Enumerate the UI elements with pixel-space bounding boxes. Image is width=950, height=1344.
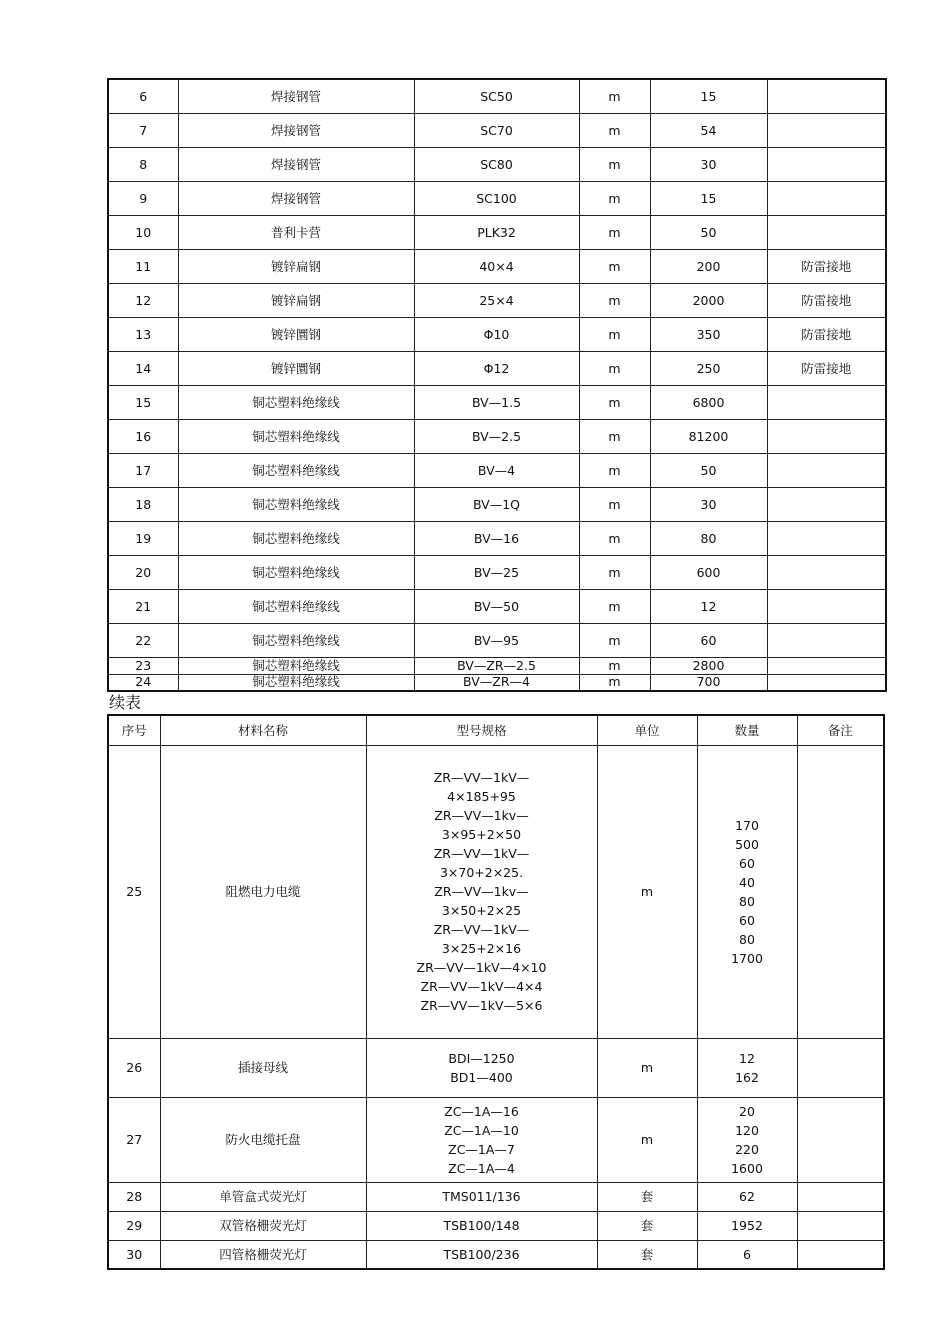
cell-name: 铜芯塑料绝缘线 [178,623,414,657]
cell-unit: m [579,623,650,657]
cell-spec [366,1182,597,1211]
table-row [108,147,886,181]
cell-name: 焊接钢管 [178,113,414,147]
qty-line: 1700 [731,950,763,966]
table-row [108,521,886,555]
cell-no: 9 [108,181,178,215]
cell-spec: Φ10 [414,317,579,351]
cell-note [797,1182,884,1211]
cell-unit: m [579,113,650,147]
materials-table-part2 [107,714,885,1270]
cell-name: 四管格栅荧光灯 [160,1240,366,1269]
spec-line: ZR—VV—1kV— [433,846,530,861]
spec-line: ZR—VV—1kv— [434,808,529,823]
spec-line: ZR—VV—1kV— [433,922,530,937]
cell-no: 23 [108,657,178,674]
qty-line: 1952 [731,1218,763,1233]
spec-line: BDI—1250 [448,1050,515,1066]
cell-unit: m [597,745,697,1038]
table-row [108,589,886,623]
materials-table-part2-body [108,745,884,1269]
cell-unit: m [579,351,650,385]
table-row [108,317,886,351]
spec-line: 3×95+2×50 [441,827,522,842]
cell-note [767,419,886,453]
cell-no: 6 [108,79,178,113]
cell-name: 镀锌扁钢 [178,249,414,283]
cell-no: 10 [108,215,178,249]
cell-spec: BV—2.5 [414,419,579,453]
cell-qty: 50 [650,215,767,249]
cell-no: 8 [108,147,178,181]
cell-qty: 2000 [650,283,767,317]
cell-unit: m [579,674,650,691]
cell-spec: BV—1.5 [414,385,579,419]
spec-line: ZC—1A—10 [444,1122,519,1138]
table-row [108,453,886,487]
cell-unit: m [579,215,650,249]
cell-no: 26 [108,1038,160,1097]
cell-no: 30 [108,1240,160,1269]
cell-name: 镀锌圜钢 [178,351,414,385]
table-row [108,215,886,249]
cell-spec: Φ12 [414,351,579,385]
cell-no: 14 [108,351,178,385]
cell-qty: 50 [650,453,767,487]
cell-spec: SC70 [414,113,579,147]
cell-note [767,215,886,249]
spec-line: ZR—VV—1kV—5×6 [420,998,543,1013]
spec-line: 3×50+2×25 [441,903,522,918]
table-row [108,1211,884,1240]
cell-qty [697,1240,797,1269]
cell-qty: 30 [650,487,767,521]
spec-line: ZR—VV—1kV— [433,770,530,785]
cell-no: 11 [108,249,178,283]
qty-line: 120 [735,1122,759,1138]
cell-spec: SC100 [414,181,579,215]
cell-qty: 250 [650,351,767,385]
table-row [108,657,886,674]
qty-line: 170 [735,817,759,833]
cell-spec [366,1240,597,1269]
cell-qty: 60 [650,623,767,657]
spec-line: TMS011/136 [442,1189,521,1204]
cell-note [797,1211,884,1240]
cell-note [767,385,886,419]
table-row [108,181,886,215]
spec-line: ZC—1A—4 [448,1160,515,1176]
cell-qty: 6800 [650,385,767,419]
cell-unit: m [579,555,650,589]
cell-qty: 200 [650,249,767,283]
table-row [108,385,886,419]
cell-no: 19 [108,521,178,555]
cell-no: 13 [108,317,178,351]
cell-name: 铜芯塑料绝缘线 [178,521,414,555]
cell-note: 防雷接地 [767,249,886,283]
table-row [108,623,886,657]
table-header-row [108,715,884,745]
cell-qty: 30 [650,147,767,181]
qty-line: 80 [739,893,755,909]
cell-qty: 15 [650,79,767,113]
cell-unit: m [597,1038,697,1097]
table-row [108,1038,884,1097]
header-no: 序号 [108,715,160,745]
cell-no: 25 [108,745,160,1038]
cell-spec: SC50 [414,79,579,113]
cell-no: 28 [108,1182,160,1211]
cell-spec [366,1038,597,1097]
cell-no: 16 [108,419,178,453]
cell-unit: m [597,1097,697,1182]
spec-line: ZR—VV—1kV—4×10 [416,960,547,975]
qty-line: 220 [735,1141,759,1157]
table-row [108,249,886,283]
cell-unit: m [579,181,650,215]
spec-line: 3×25+2×16 [441,941,522,956]
cell-note [767,453,886,487]
cell-unit: m [579,453,650,487]
cell-name: 普利卡营 [178,215,414,249]
spec-line: BD1—400 [450,1069,513,1085]
table-row [108,283,886,317]
header-qty: 数量 [697,715,797,745]
table-row [108,419,886,453]
cell-name: 阻燃电力电缆 [160,745,366,1038]
cell-name: 插接母线 [160,1038,366,1097]
cell-no: 17 [108,453,178,487]
cell-spec: BV—4 [414,453,579,487]
cell-spec: BV—16 [414,521,579,555]
cell-qty: 80 [650,521,767,555]
cell-no: 24 [108,674,178,691]
cell-qty [697,1182,797,1211]
cell-note [797,745,884,1038]
cell-unit: m [579,589,650,623]
header-note: 备注 [797,715,884,745]
qty-line: 162 [735,1069,759,1085]
table-row [108,1097,884,1182]
cell-note [767,79,886,113]
cell-note [767,147,886,181]
spec-line: ZR—VV—1kV—4×4 [420,979,543,994]
cell-qty: 12 [650,589,767,623]
cell-name: 铜芯塑料绝缘线 [178,657,414,674]
table-row [108,113,886,147]
cell-qty: 54 [650,113,767,147]
spec-line: 3×70+2×25. [439,865,524,880]
qty-line: 60 [739,855,755,871]
cell-qty [697,1038,797,1097]
cell-spec: 25×4 [414,283,579,317]
cell-note: 防雷接地 [767,351,886,385]
cell-no: 22 [108,623,178,657]
header-unit: 单位 [597,715,697,745]
header-spec: 型号规格 [366,715,597,745]
cell-unit: m [579,657,650,674]
cell-qty: 350 [650,317,767,351]
cell-name: 铜芯塑料绝缘线 [178,555,414,589]
cell-spec: BV—50 [414,589,579,623]
cell-name: 铜芯塑料绝缘线 [178,419,414,453]
cell-qty: 600 [650,555,767,589]
spec-line: ZC—1A—7 [448,1141,515,1157]
cell-no: 21 [108,589,178,623]
cell-spec [366,1097,597,1182]
cell-no: 27 [108,1097,160,1182]
cell-note [797,1038,884,1097]
table-row [108,555,886,589]
cell-spec: BV—ZR—4 [414,674,579,691]
qty-line: 60 [739,912,755,928]
materials-table-part1-body [108,79,886,691]
cell-unit: 套 [597,1211,697,1240]
qty-line: 12 [739,1050,755,1066]
cell-no: 18 [108,487,178,521]
cell-note [767,623,886,657]
qty-line: 40 [739,874,755,890]
cell-note [797,1097,884,1182]
spec-line: TSB100/236 [443,1246,520,1262]
header-name: 材料名称 [160,715,366,745]
cell-spec [366,745,597,1038]
cell-unit: m [579,521,650,555]
cell-spec: BV—ZR—2.5 [414,657,579,674]
qty-line: 62 [739,1189,755,1204]
cell-name: 镀锌扁钢 [178,283,414,317]
table-row [108,1240,884,1269]
cell-spec: PLK32 [414,215,579,249]
cell-name: 铜芯塑料绝缘线 [178,589,414,623]
cell-note [797,1240,884,1269]
table-row [108,674,886,691]
cell-qty [697,1097,797,1182]
cell-qty: 700 [650,674,767,691]
cell-name: 焊接钢管 [178,147,414,181]
table-row [108,79,886,113]
spec-line: ZC—1A—16 [444,1103,519,1119]
cell-name: 铜芯塑料绝缘线 [178,453,414,487]
cell-note [767,555,886,589]
cell-note: 防雷接地 [767,283,886,317]
cell-qty: 2800 [650,657,767,674]
cell-spec: 40×4 [414,249,579,283]
qty-line: 500 [735,836,759,852]
cell-note [767,113,886,147]
cell-unit: 套 [597,1240,697,1269]
cell-note: 防雷接地 [767,317,886,351]
cell-note [767,657,886,674]
cell-no: 20 [108,555,178,589]
cell-spec: BV—1Q [414,487,579,521]
cell-unit: m [579,487,650,521]
cell-name: 焊接钢管 [178,181,414,215]
continuation-label: 续表 [109,693,142,712]
qty-line: 20 [739,1103,755,1119]
qty-line: 1600 [731,1160,763,1176]
cell-spec: SC80 [414,147,579,181]
cell-spec: BV—25 [414,555,579,589]
cell-unit: 套 [597,1182,697,1211]
cell-note [767,181,886,215]
cell-qty [697,745,797,1038]
cell-note [767,674,886,691]
cell-qty: 81200 [650,419,767,453]
cell-unit: m [579,385,650,419]
cell-spec [366,1211,597,1240]
cell-no: 29 [108,1211,160,1240]
cell-qty [697,1211,797,1240]
table-row [108,1182,884,1211]
cell-unit: m [579,317,650,351]
cell-no: 15 [108,385,178,419]
table-row [108,745,884,1038]
cell-name: 铜芯塑料绝缘线 [178,487,414,521]
cell-unit: m [579,419,650,453]
table-row [108,351,886,385]
cell-note [767,487,886,521]
cell-name: 双管格栅荧光灯 [160,1211,366,1240]
spec-line: 4×185+95 [447,789,516,804]
cell-unit: m [579,79,650,113]
qty-line: 6 [743,1246,751,1262]
cell-name: 铜芯塑料绝缘线 [178,385,414,419]
materials-table-part1 [107,78,887,692]
spec-line: TSB100/148 [443,1218,520,1233]
cell-unit: m [579,147,650,181]
cell-name: 防火电缆托盘 [160,1097,366,1182]
cell-name: 焊接钢管 [178,79,414,113]
cell-note [767,521,886,555]
cell-spec: BV—95 [414,623,579,657]
cell-unit: m [579,283,650,317]
cell-qty: 15 [650,181,767,215]
cell-no: 7 [108,113,178,147]
qty-line: 80 [739,931,755,947]
cell-name: 铜芯塑料绝缘线 [178,674,414,691]
cell-name: 单管盒式荧光灯 [160,1182,366,1211]
cell-unit: m [579,249,650,283]
spec-line: ZR—VV—1kv— [434,884,529,899]
cell-note [767,589,886,623]
cell-no: 12 [108,283,178,317]
cell-name: 镀锌圜钢 [178,317,414,351]
table-row [108,487,886,521]
